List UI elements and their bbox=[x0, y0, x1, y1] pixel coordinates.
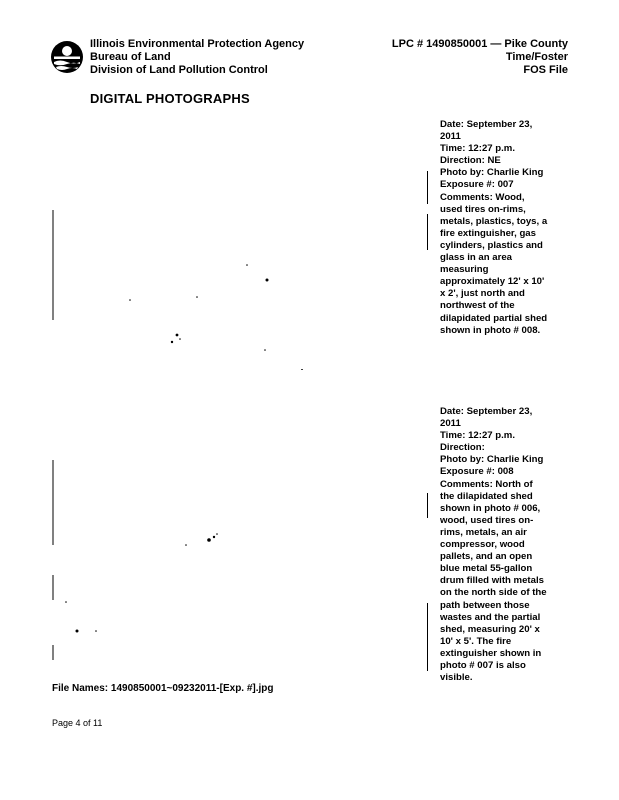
caption-line: shown in photo # 008. bbox=[440, 324, 541, 336]
caption-line: Comments: Wood, bbox=[440, 191, 525, 203]
file-type: FOS File bbox=[523, 64, 568, 76]
change-bar bbox=[427, 603, 428, 671]
caption-line: Exposure #: 007 bbox=[440, 179, 514, 191]
caption-line: Photo by: Charlie King bbox=[440, 454, 544, 466]
caption-line: drum filled with metals bbox=[440, 575, 544, 587]
agency-name: Illinois Environmental Protection Agency bbox=[90, 38, 305, 50]
change-bar bbox=[427, 214, 428, 250]
caption-line: blue metal 55-gallon bbox=[440, 563, 533, 575]
caption-line: 2011 bbox=[440, 418, 461, 430]
photo-007-caption bbox=[440, 119, 572, 337]
bureau-name: Bureau of Land bbox=[90, 51, 171, 63]
caption-line: path between those bbox=[440, 599, 530, 611]
caption-line: northwest of the bbox=[440, 300, 515, 312]
caption-line: pallets, and an open bbox=[440, 551, 533, 563]
caption-line: cylinders, plastics and bbox=[440, 239, 543, 251]
caption-line: 2011 bbox=[440, 131, 461, 143]
caption-line: x 2', just north and bbox=[440, 288, 525, 300]
caption-line: Direction: bbox=[440, 442, 485, 454]
caption-line: dilapidated partial shed bbox=[440, 312, 548, 324]
caption-line: approximately 12' x 10' bbox=[440, 276, 545, 288]
caption-line: 10' x 5'. The fire bbox=[440, 635, 512, 647]
lpc-number: LPC # 1490850001 — Pike County bbox=[391, 38, 568, 50]
caption-line: wastes and the partial bbox=[440, 611, 541, 623]
caption-line: wood, used tires on- bbox=[440, 514, 534, 526]
photo-008-caption bbox=[440, 406, 572, 684]
caption-line: metals, plastics, toys, a bbox=[440, 215, 548, 227]
caption-line: fire extinguisher, gas bbox=[440, 227, 536, 239]
caption-line: glass in an area bbox=[440, 252, 512, 264]
caption-line: on the north side of the bbox=[440, 587, 547, 599]
caption-line: used tires on-rims, bbox=[440, 203, 526, 215]
caption-line: rims, metals, an air bbox=[440, 526, 527, 538]
caption-line: visible. bbox=[440, 672, 473, 684]
photo-008 bbox=[52, 450, 422, 680]
photo-007 bbox=[52, 200, 422, 370]
caption-line: Time: 12:27 p.m. bbox=[440, 143, 516, 155]
caption-line: Date: September 23, bbox=[440, 406, 533, 417]
caption-line: Photo by: Charlie King bbox=[440, 167, 544, 179]
caption-line: measuring bbox=[440, 264, 489, 276]
caption-line: Date: September 23, bbox=[440, 119, 533, 130]
caption-line: compressor, wood bbox=[440, 539, 525, 551]
caption-line: shown in photo # 006, bbox=[440, 502, 541, 514]
caption-line: Direction: NE bbox=[440, 155, 501, 167]
site-name: Time/Foster bbox=[505, 51, 568, 63]
caption-line: photo # 007 is also bbox=[440, 659, 526, 671]
caption-line: Time: 12:27 p.m. bbox=[440, 430, 516, 442]
change-bar bbox=[427, 493, 428, 518]
agency-block bbox=[90, 38, 304, 77]
division-name: Division of Land Pollution Control bbox=[90, 64, 268, 76]
caption-line: Exposure #: 008 bbox=[440, 466, 514, 478]
page-title: DIGITAL PHOTOGRAPHS bbox=[90, 91, 250, 106]
caption-line: the dilapidated shed bbox=[440, 490, 533, 502]
iepa-logo bbox=[50, 40, 84, 74]
caption-line: extinguisher shown in bbox=[440, 647, 542, 659]
page-number: Page 4 of 11 bbox=[52, 718, 103, 728]
site-block bbox=[392, 38, 568, 77]
caption-line: shed, measuring 20' x bbox=[440, 623, 540, 635]
change-bar bbox=[427, 171, 428, 204]
file-names: File Names: 1490850001~09232011-[Exp. #].jpg bbox=[52, 683, 274, 694]
caption-line: Comments: North of bbox=[440, 478, 533, 490]
